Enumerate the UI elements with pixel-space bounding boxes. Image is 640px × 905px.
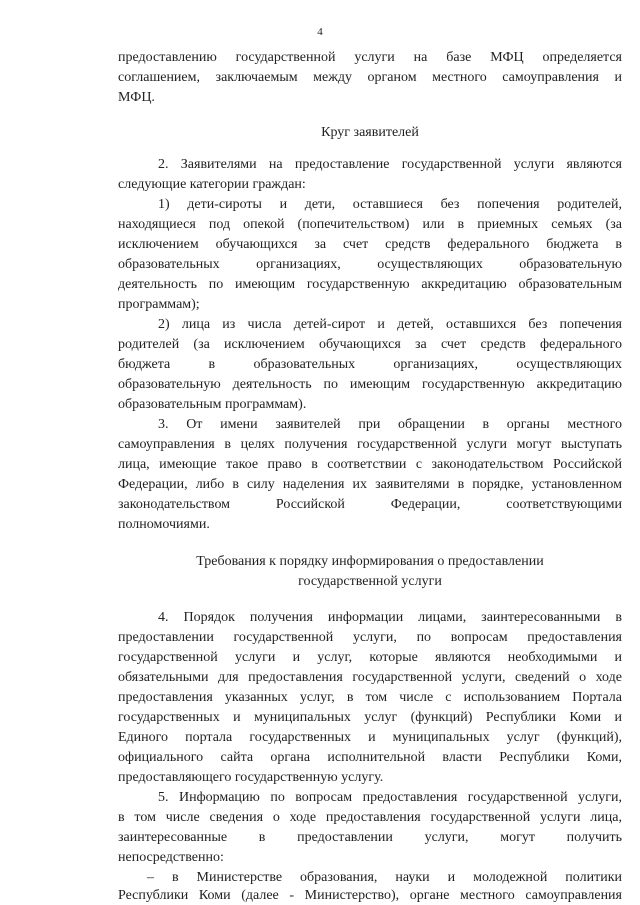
text-line: лица, имеющие такое право в соответствии с законодательством Российской <box>118 457 622 472</box>
text-line: образовательных организациях, осуществляющих образовательную <box>118 257 622 272</box>
text-line: – в Министерстве образования, науки и молодежной политики <box>147 870 622 885</box>
text-line: Федерации, либо в силу наделения их заявителями в порядке, установленном <box>118 477 622 492</box>
text-line: программам); <box>118 297 200 312</box>
text-line: 4. Порядок получения информации лицами, заинтересованными в <box>158 610 622 625</box>
text-line: обязательными для предоставления государственной услуги, сведений о ходе <box>118 670 622 685</box>
text-line: 5. Информацию по вопросам предоставления государственной услуги, <box>158 790 622 805</box>
text-line: Единого портала государственных и муниципальных услуг (функций), <box>118 730 622 745</box>
text-line: Республики Коми (далее - Министерство), органе местного самоуправления <box>118 888 622 903</box>
page-number: 4 <box>317 26 323 38</box>
text-line: образовательную деятельность по имеющим государственную аккредитацию <box>118 377 622 392</box>
text-line: 2. Заявителями на предоставление государственной услуги являются <box>158 157 622 172</box>
text-line: следующие категории граждан: <box>118 177 306 192</box>
text-line: предоставлении государственной услуги, по вопросам предоставления <box>118 630 622 645</box>
text-line: предоставления указанных услуг, в том числе с использованием Портала <box>118 690 622 705</box>
section-heading: Требования к порядку информирования о предоставлении <box>196 554 544 569</box>
section-heading: государственной услуги <box>298 574 442 589</box>
text-line: предоставлению государственной услуги на базе МФЦ определяется <box>118 50 622 65</box>
text-line: заинтересованные в предоставлении услуги, могут получить <box>118 830 622 845</box>
section-heading: Круг заявителей <box>321 125 419 140</box>
text-line: МФЦ. <box>118 90 155 105</box>
text-line: государственных и муниципальных услуг (функций) Республики Коми и <box>118 710 622 725</box>
text-line: 1) дети-сироты и дети, оставшиеся без попечения родителей, <box>158 197 622 212</box>
text-line: деятельность по имеющим государственную аккредитацию образовательным <box>118 277 622 292</box>
text-line: непосредственно: <box>118 850 224 865</box>
text-line: 2) лица из числа детей-сирот и детей, оставшихся без попечения <box>158 317 622 332</box>
text-line: законодательством Российской Федерации, соответствующими <box>118 497 622 512</box>
text-line: исключением обучающихся за счет средств федерального бюджета в <box>118 237 622 252</box>
text-line: самоуправления в целях получения государственной услуги могут выступать <box>118 437 622 452</box>
text-line: родителей (за исключением обучающихся за счет средств федерального <box>118 337 622 352</box>
text-line: бюджета в образовательных организациях, осуществляющих <box>118 357 622 372</box>
text-line: государственной услуги и услуг, которые являются необходимыми и <box>118 650 622 665</box>
text-line: полномочиями. <box>118 517 210 532</box>
text-line: в том числе сведения о ходе предоставления государственной услуги лица, <box>118 810 622 825</box>
text-line: 3. От имени заявителей при обращении в органы местного <box>158 417 622 432</box>
text-line: предоставляющего государственную услугу. <box>118 770 384 785</box>
text-line: находящиеся под опекой (попечительством) или в приемных семьях (за <box>118 217 622 232</box>
text-line: образовательным программам). <box>118 397 307 412</box>
text-line: соглашением, заключаемым между органом местного самоуправления и <box>118 70 622 85</box>
text-line: официального сайта органа исполнительной власти Республики Коми, <box>118 750 622 765</box>
